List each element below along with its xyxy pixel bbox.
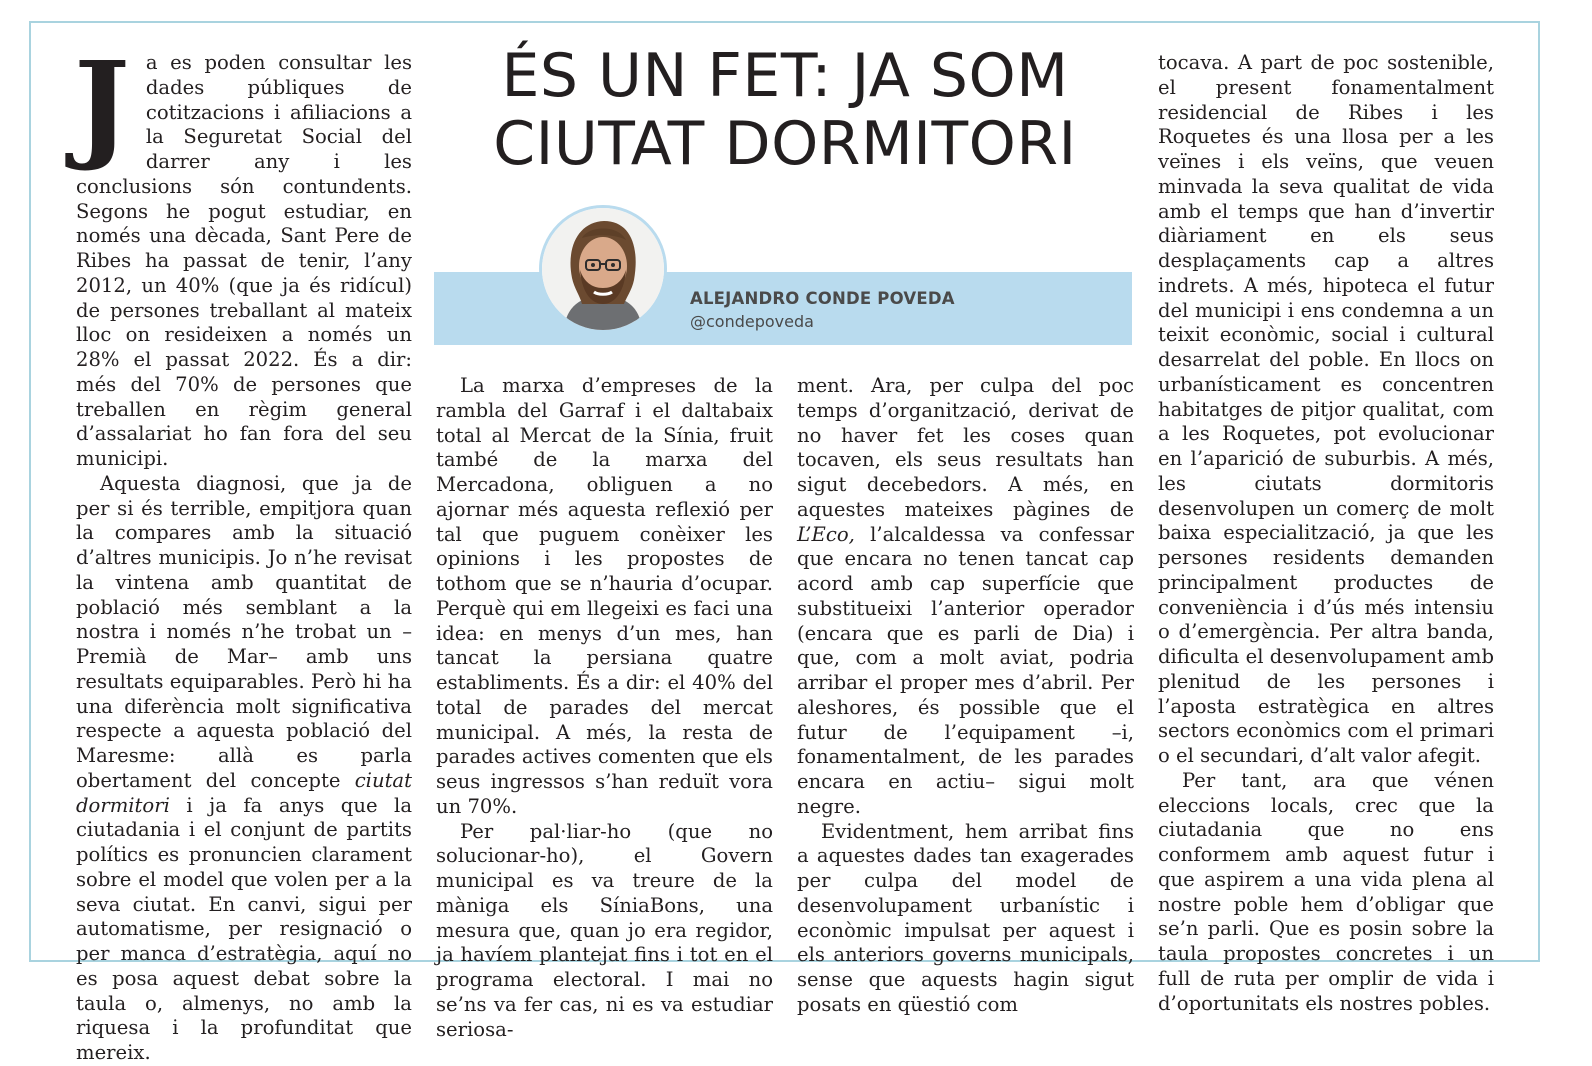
paragraph xyxy=(74,35,412,472)
publication-name: L’Eco, xyxy=(797,522,855,546)
article-column-3 xyxy=(797,374,1134,1018)
paragraph: Evidentment, hem arribat fins a aquestes dades tan exagerades per culpa del model de desenvolupament urbanístic i econòmic impulsat per aquest i els anteriors governs municipals, sense que aquests hagin sigut posats en qüestió com xyxy=(797,819,1134,1016)
headline-line-2: CIUTAT DORMITORI xyxy=(493,109,1077,179)
paragraph-text: i ja fa anys que la ciutadania i el conjunt de partits polítics es pronuncien clarament sobre el model que volen per a la seva ciutat. En canvi, sigui per automatisme, per resignació o per manca d’estratègia, aquí no es posa aquest debat sobre la taula o, almenys, no amb la riquesa i la profunditat que mereix. xyxy=(76,793,412,1064)
author-avatar xyxy=(539,205,667,333)
headline-line-1: ÉS UN FET: JA SOM xyxy=(501,41,1069,111)
author-handle: @condepoveda xyxy=(690,312,814,331)
paragraph xyxy=(76,472,412,1066)
paragraph: Per tant, ara que vénen eleccions locals, crec que la ciutadania que no ens conformem amb aquest futur i que aspirem a una vida plena al nostre poble hem d’obligar que se’n parli. Que es posin sobre la taula propostes concretes i un full de ruta per omplir de vida i d’oportunitats els nostres pobles. xyxy=(1158,768,1494,1015)
article-headline xyxy=(436,42,1134,178)
paragraph-text: a es poden consultar les dades públiques de cotitzacions i afiliacions a la Seguretat Social del darrer any i les conclusions són contundents. Segons he pogut estudiar, en només una dècada, Sant Pere de Ribes ha passat de tenir, l’any 2012, un 40% (que ja és ridícul) de persones treballant al mateix lloc on resideixen a només un 28% el passat 2022. És a dir: més del 70% de persones que treballen en règim general d’assalariat ho fan fora del seu municipi. xyxy=(76,51,412,470)
paragraph: tocava. A part de poc sostenible, el present fonamentalment residencial de Ribes i les Roquetes és una llosa per a les veïnes i els veïns, que veuen minvada la seva qualitat de vida amb el temps que han d’invertir diàriament en els seus desplaçaments cap a altres indrets. A més, hipoteca el futur del municipi i ens condemna a un teixit econòmic, social i cultural desarrelat del poble. En llocs on urbanísticament es concentren habitatges de pitjor qualitat, com a les Roquetes, pot evolucionar en l’aparició de suburbis. A més, les ciutats dormitoris desenvolupen un comerç de molt baixa especialització, ja que les persones residents demanden principalment productes de conveniència i d’ús més intensiu o d’emergència. Per altra banda, dificulta el desenvolupament amb plenitud de les persones i l’aposta estratègica en altres sectors econòmics com el primari o el secundari, d’alt valor afegit. xyxy=(1158,51,1494,767)
paragraph-text: Aquesta diagnosi, que ja de per si és terrible, empitjora quan la compares amb la situació d’altres municipis. Jo n’he revisat la vintena amb quantitat de població més semblant a la nostra i només n’he trobat un –Premià de Mar– amb uns resultats equiparables. Però hi ha una diferència molt significativa respecte a aquesta població del Maresme: allà es parla obertament del concepte xyxy=(76,471,412,792)
drop-cap: J xyxy=(74,35,130,174)
article-column-2 xyxy=(436,374,773,1042)
italic-term: ciutat dormitori xyxy=(76,768,412,817)
article-column-1 xyxy=(74,35,412,1066)
paragraph xyxy=(797,374,1134,820)
paragraph-text: ment. Ara, per culpa del poc temps d’organització, derivat de no haver fet les coses quan tocaven, els seus resultats han sigut decebedors. A més, en aquestes mateixes pàgines de xyxy=(797,374,1134,521)
byline-band xyxy=(434,272,1132,345)
article-column-4 xyxy=(1158,51,1494,1016)
paragraph: La marxa d’empreses de la rambla del Garraf i el daltabaix total al Mercat de la Sínia, fruit també de la marxa del Mercadona, obliguen a no ajornar més aquesta reflexió per tal que puguem conèixer les opinions i les propostes de tothom que se n’hauria d’ocupar. Perquè qui em llegeixi es faci una idea: en menys d’un mes, han tancat la persiana quatre establiments. És a dir: el 40% del total de parades del mercat municipal. A més, la resta de parades actives comenten que els seus ingressos s’han reduït vora un 70%. xyxy=(436,374,773,818)
author-name: ALEJANDRO CONDE POVEDA xyxy=(690,289,955,308)
paragraph-text: l’alcaldessa va confessar que encara no tenen tancat cap acord amb cap superfície que substitueixi l’anterior operador (encara que es parli de Dia) i que, com a molt aviat, podria arribar el proper mes d’abril. Per aleshores, és possible que el futur de l’equipament –i, fonamentalment, de les parades encara en actiu– sigui molt negre. xyxy=(797,522,1134,818)
author-portrait-icon xyxy=(542,208,664,330)
paragraph: Per pal·liar-ho (que no solucionar-ho), el Govern municipal es va treure de la màniga els SíniaBons, una mesura que, quan jo era regidor, ja havíem plantejat fins i tot en el programa electoral. I mai no se’ns va fer cas, ni es va estudiar seriosa- xyxy=(436,819,773,1041)
